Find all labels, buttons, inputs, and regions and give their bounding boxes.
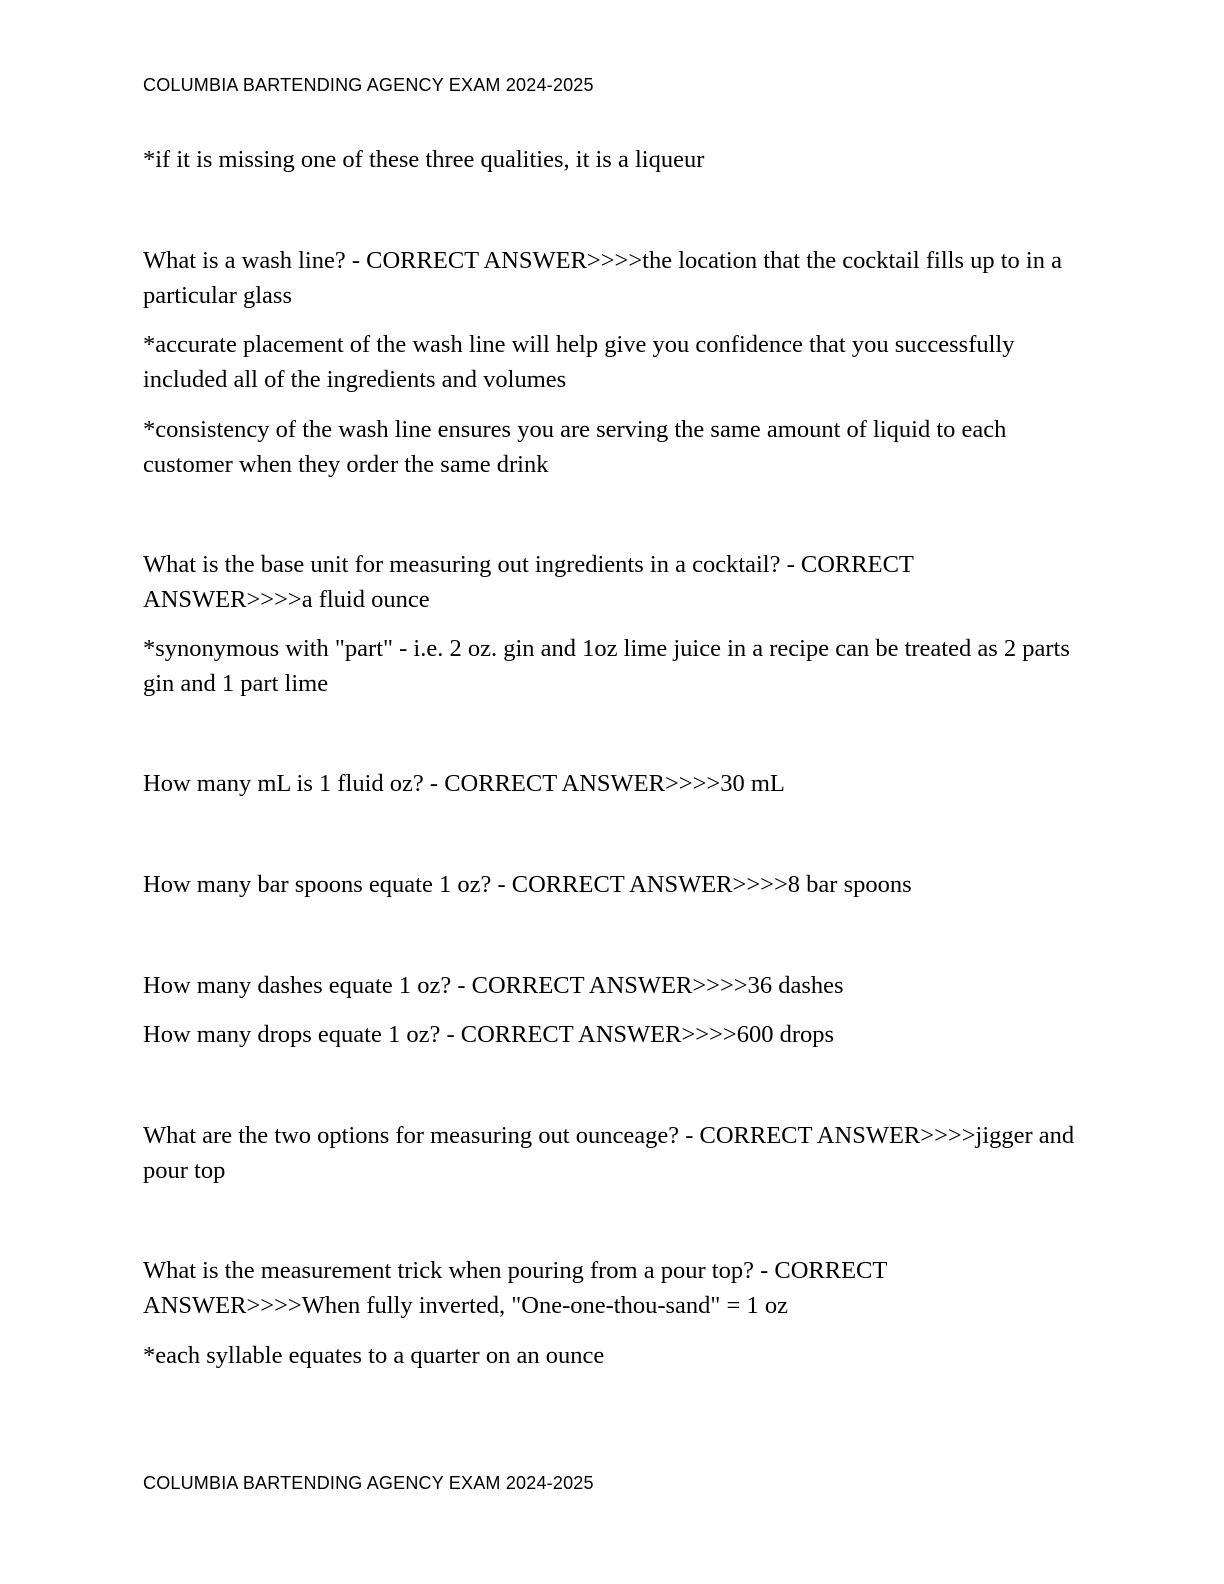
bar-spoons-question: How many bar spoons equate 1 oz? - CORRECT ANSWER>>>>8 bar spoons <box>143 871 912 898</box>
wash-line-note-consistency: *consistency of the wash line ensures you are serving the same amount of liquid to each customer when they order the same drink <box>143 416 1007 478</box>
drops-question: How many drops equate 1 oz? - CORRECT ANSWER>>>>600 drops <box>143 1021 835 1048</box>
wash-line-note-placement: *accurate placement of the wash line will help give you confidence that you successfully included all of the ingredients and volumes <box>143 331 1015 393</box>
pour-top-question: What is the measurement trick when pouring from a pour top? - CORRECT ANSWER>>>>When fully inverted, "One-one-thou-sand" = 1 oz <box>143 1257 887 1319</box>
liqueur-note: *if it is missing one of these three qualities, it is a liqueur <box>143 146 705 173</box>
ml-question: How many mL is 1 fluid oz? - CORRECT ANSWER>>>>30 mL <box>143 770 785 797</box>
ounceage-question: What are the two options for measuring out ounceage? - CORRECT ANSWER>>>>jigger and pour top <box>143 1122 1075 1184</box>
base-unit-note: *synonymous with "part" - i.e. 2 oz. gin and 1oz lime juice in a recipe can be treated as 2 parts gin and 1 part lime <box>143 635 1070 697</box>
pour-top-note: *each syllable equates to a quarter on an ounce <box>143 1342 605 1369</box>
dashes-question: How many dashes equate 1 oz? - CORRECT ANSWER>>>>36 dashes <box>143 972 844 999</box>
page-header: COLUMBIA BARTENDING AGENCY EXAM 2024-2025 <box>143 75 594 95</box>
wash-line-question: What is a wash line? - CORRECT ANSWER>>>>the location that the cocktail fills up to in a particular glass <box>143 247 1062 309</box>
page-footer: COLUMBIA BARTENDING AGENCY EXAM 2024-2025 <box>143 1473 594 1493</box>
base-unit-question: What is the base unit for measuring out ingredients in a cocktail? - CORRECT ANSWER>>>>a fluid ounce <box>143 551 914 613</box>
